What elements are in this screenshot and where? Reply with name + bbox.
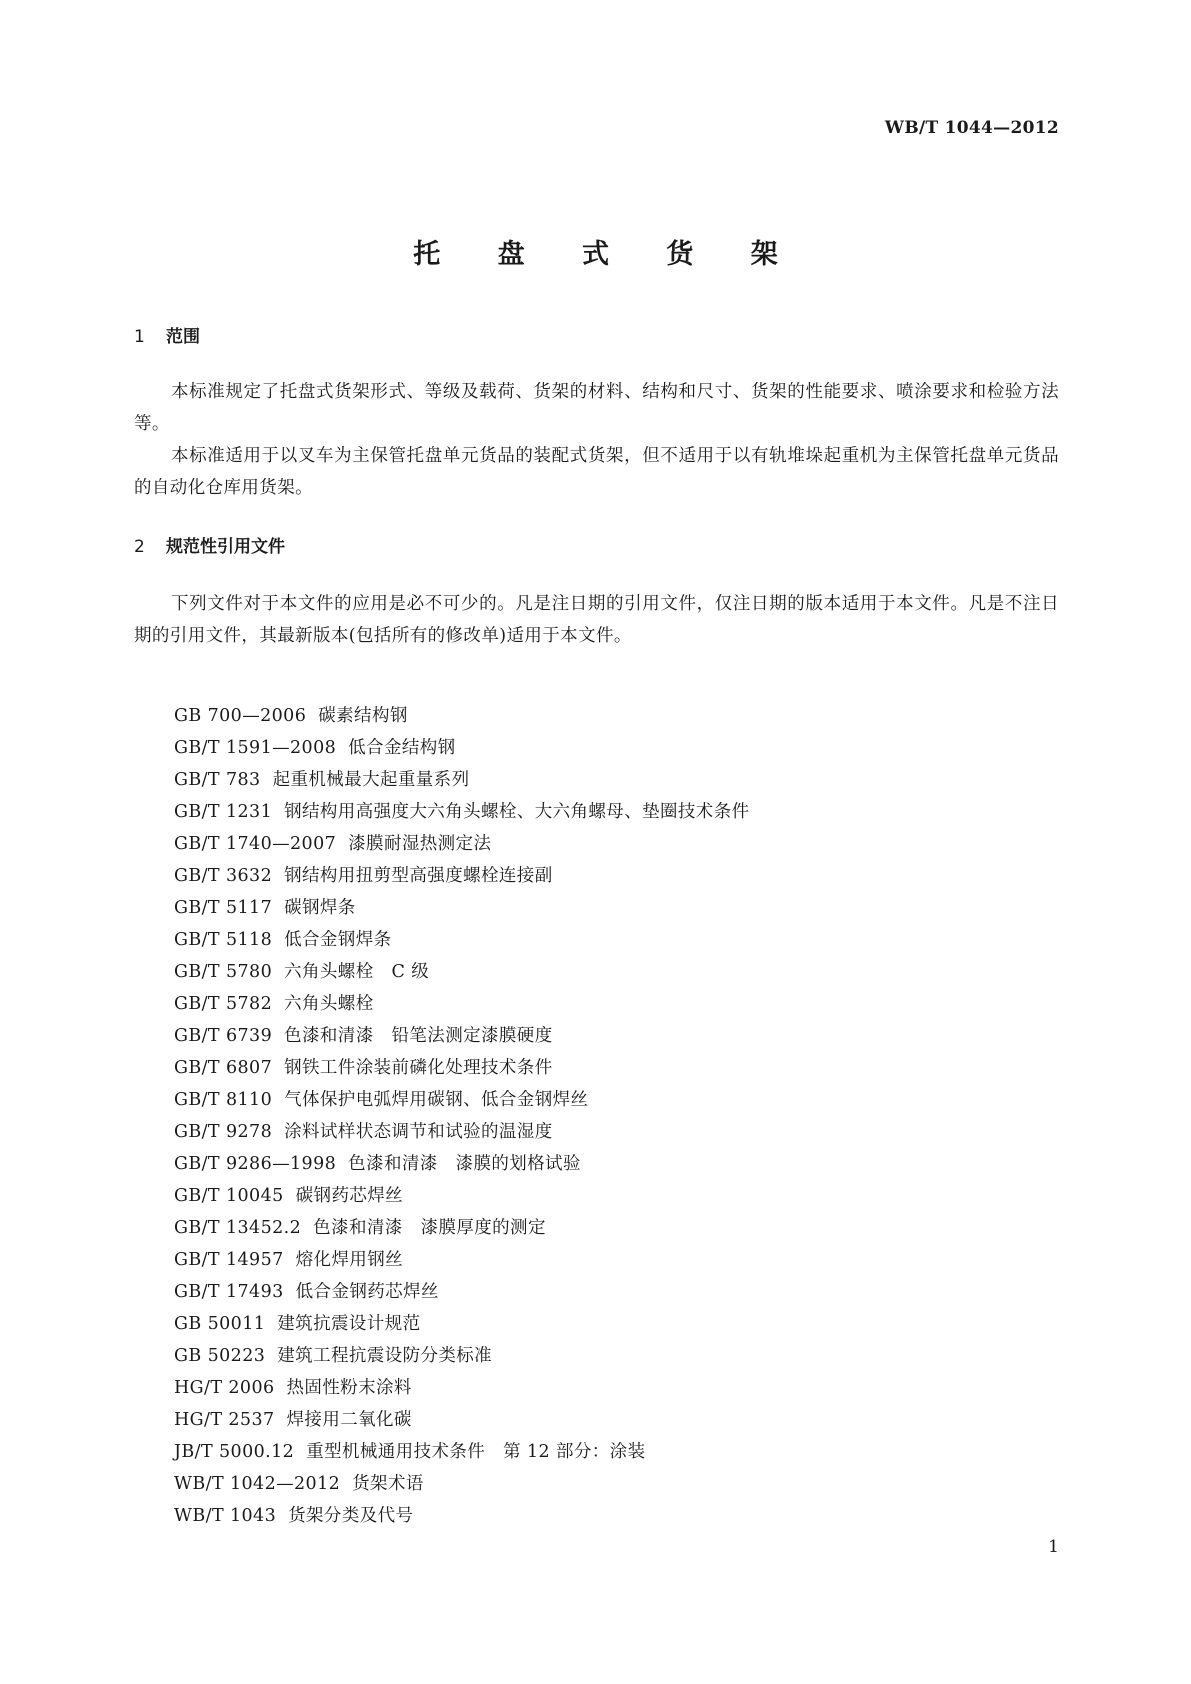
reference-title: 碳钢药芯焊丝: [295, 1186, 404, 1206]
reference-title: 气体保护电弧焊用碳钢、低合金钢焊丝: [284, 1090, 589, 1110]
reference-code: WB/T 1043: [174, 1506, 277, 1526]
reference-code: GB/T 3632: [174, 866, 273, 886]
section-2-title: 规范性引用文件: [166, 537, 285, 557]
reference-title: 低合金结构钢: [348, 738, 456, 758]
reference-code: GB/T 1591—2008: [174, 738, 337, 758]
reference-item: [174, 956, 750, 988]
reference-code: GB/T 783: [174, 770, 261, 790]
reference-title: 色漆和清漆 漆膜的划格试验: [348, 1154, 581, 1174]
section-1-title: 范围: [166, 327, 200, 347]
reference-code: GB/T 8110: [174, 1090, 273, 1110]
reference-code: GB/T 13452.2: [174, 1218, 302, 1238]
reference-title: 建筑工程抗震设防分类标准: [277, 1346, 493, 1366]
reference-code: GB 50223: [174, 1346, 266, 1366]
reference-item: [174, 1308, 750, 1340]
reference-title: 低合金钢药芯焊丝: [295, 1282, 439, 1302]
reference-code: GB/T 6739: [174, 1026, 273, 1046]
reference-code: GB/T 1740—2007: [174, 834, 337, 854]
section-2-number: 2: [134, 537, 145, 557]
reference-title: 货架分类及代号: [288, 1506, 414, 1526]
reference-item: [174, 732, 750, 764]
reference-title: 碳素结构钢: [318, 706, 408, 726]
section-2-heading: [134, 532, 285, 557]
reference-item: [174, 988, 750, 1020]
reference-item: [174, 1084, 750, 1116]
reference-title: 钢结构用扭剪型高强度螺栓连接副: [284, 866, 553, 886]
reference-item: [174, 1372, 750, 1404]
reference-title: 货架术语: [352, 1474, 424, 1494]
reference-code: GB/T 5782: [174, 994, 273, 1014]
reference-code: WB/T 1042—2012: [174, 1474, 341, 1494]
reference-title: 焊接用二氧化碳: [286, 1410, 412, 1430]
section-1-number: 1: [134, 327, 145, 347]
reference-title: 热固性粉末涂料: [286, 1378, 412, 1398]
reference-item: [174, 764, 750, 796]
reference-item: [174, 1276, 750, 1308]
reference-title: 涂料试样状态调节和试验的温湿度: [284, 1122, 553, 1142]
reference-item: [174, 1340, 750, 1372]
reference-item: [174, 1468, 750, 1500]
reference-code: GB/T 6807: [174, 1058, 273, 1078]
reference-item: [174, 1180, 750, 1212]
reference-code: GB/T 5117: [174, 898, 273, 918]
reference-item: [174, 796, 750, 828]
section-1-heading: [134, 322, 200, 347]
reference-title: 碳钢焊条: [284, 898, 356, 918]
reference-title: 六角头螺栓: [284, 994, 374, 1014]
reference-item: [174, 1116, 750, 1148]
reference-list: [174, 700, 750, 1532]
reference-item: [174, 1244, 750, 1276]
reference-code: HG/T 2006: [174, 1378, 275, 1398]
reference-item: [174, 1148, 750, 1180]
reference-code: GB/T 5780: [174, 962, 273, 982]
reference-code: JB/T 5000.12: [174, 1442, 295, 1462]
reference-item: [174, 1212, 750, 1244]
reference-item: [174, 700, 750, 732]
reference-code: GB/T 9278: [174, 1122, 273, 1142]
reference-title: 漆膜耐湿热测定法: [348, 834, 492, 854]
reference-item: [174, 860, 750, 892]
reference-item: [174, 924, 750, 956]
reference-item: [174, 1020, 750, 1052]
reference-code: GB 50011: [174, 1314, 266, 1334]
page-number: 1: [1048, 1537, 1059, 1557]
reference-title: 色漆和清漆 铅笔法测定漆膜硬度: [284, 1026, 553, 1046]
reference-title: 重型机械通用技术条件 第 12 部分：涂装: [306, 1442, 646, 1462]
reference-title: 钢铁工件涂装前磷化处理技术条件: [284, 1058, 553, 1078]
document-title: 托 盘 式 货 架: [413, 239, 802, 270]
reference-item: [174, 1436, 750, 1468]
reference-title: 钢结构用高强度大六角头螺栓、大六角螺母、垫圈技术条件: [284, 802, 750, 822]
section-1-paragraph-2: 本标准适用于以叉车为主保管托盘单元货品的装配式货架，但不适用于以有轨堆垛起重机为主保管托盘单元货品的自动化仓库用货架。: [134, 446, 1059, 498]
reference-title: 建筑抗震设计规范: [277, 1314, 421, 1334]
reference-title: 色漆和清漆 漆膜厚度的测定: [313, 1218, 546, 1238]
reference-code: GB/T 1231: [174, 802, 273, 822]
reference-item: [174, 828, 750, 860]
reference-item: [174, 1500, 750, 1532]
reference-title: 熔化焊用钢丝: [295, 1250, 404, 1270]
reference-item: [174, 1052, 750, 1084]
reference-code: GB/T 5118: [174, 930, 273, 950]
section-1-paragraph-1: 本标准规定了托盘式货架形式、等级及载荷、货架的材料、结构和尺寸、货架的性能要求、喷涂要求和检验方法等。: [134, 382, 1059, 434]
section-2-intro: 下列文件对于本文件的应用是必不可少的。凡是注日期的引用文件，仅注日期的版本适用于本文件。凡是不注日期的引用文件，其最新版本(包括所有的修改单)适用于本文件。: [134, 594, 1059, 646]
reference-item: [174, 1404, 750, 1436]
reference-title: 六角头螺栓 C 级: [284, 962, 430, 982]
reference-code: GB/T 9286—1998: [174, 1154, 337, 1174]
document-code: WB/T 1044—2012: [884, 118, 1059, 138]
reference-code: GB/T 17493: [174, 1282, 284, 1302]
reference-code: GB/T 10045: [174, 1186, 284, 1206]
reference-code: HG/T 2537: [174, 1410, 275, 1430]
reference-title: 低合金钢焊条: [284, 930, 392, 950]
reference-code: GB 700—2006: [174, 706, 307, 726]
reference-title: 起重机械最大起重量系列: [272, 770, 470, 790]
reference-code: GB/T 14957: [174, 1250, 284, 1270]
reference-item: [174, 892, 750, 924]
